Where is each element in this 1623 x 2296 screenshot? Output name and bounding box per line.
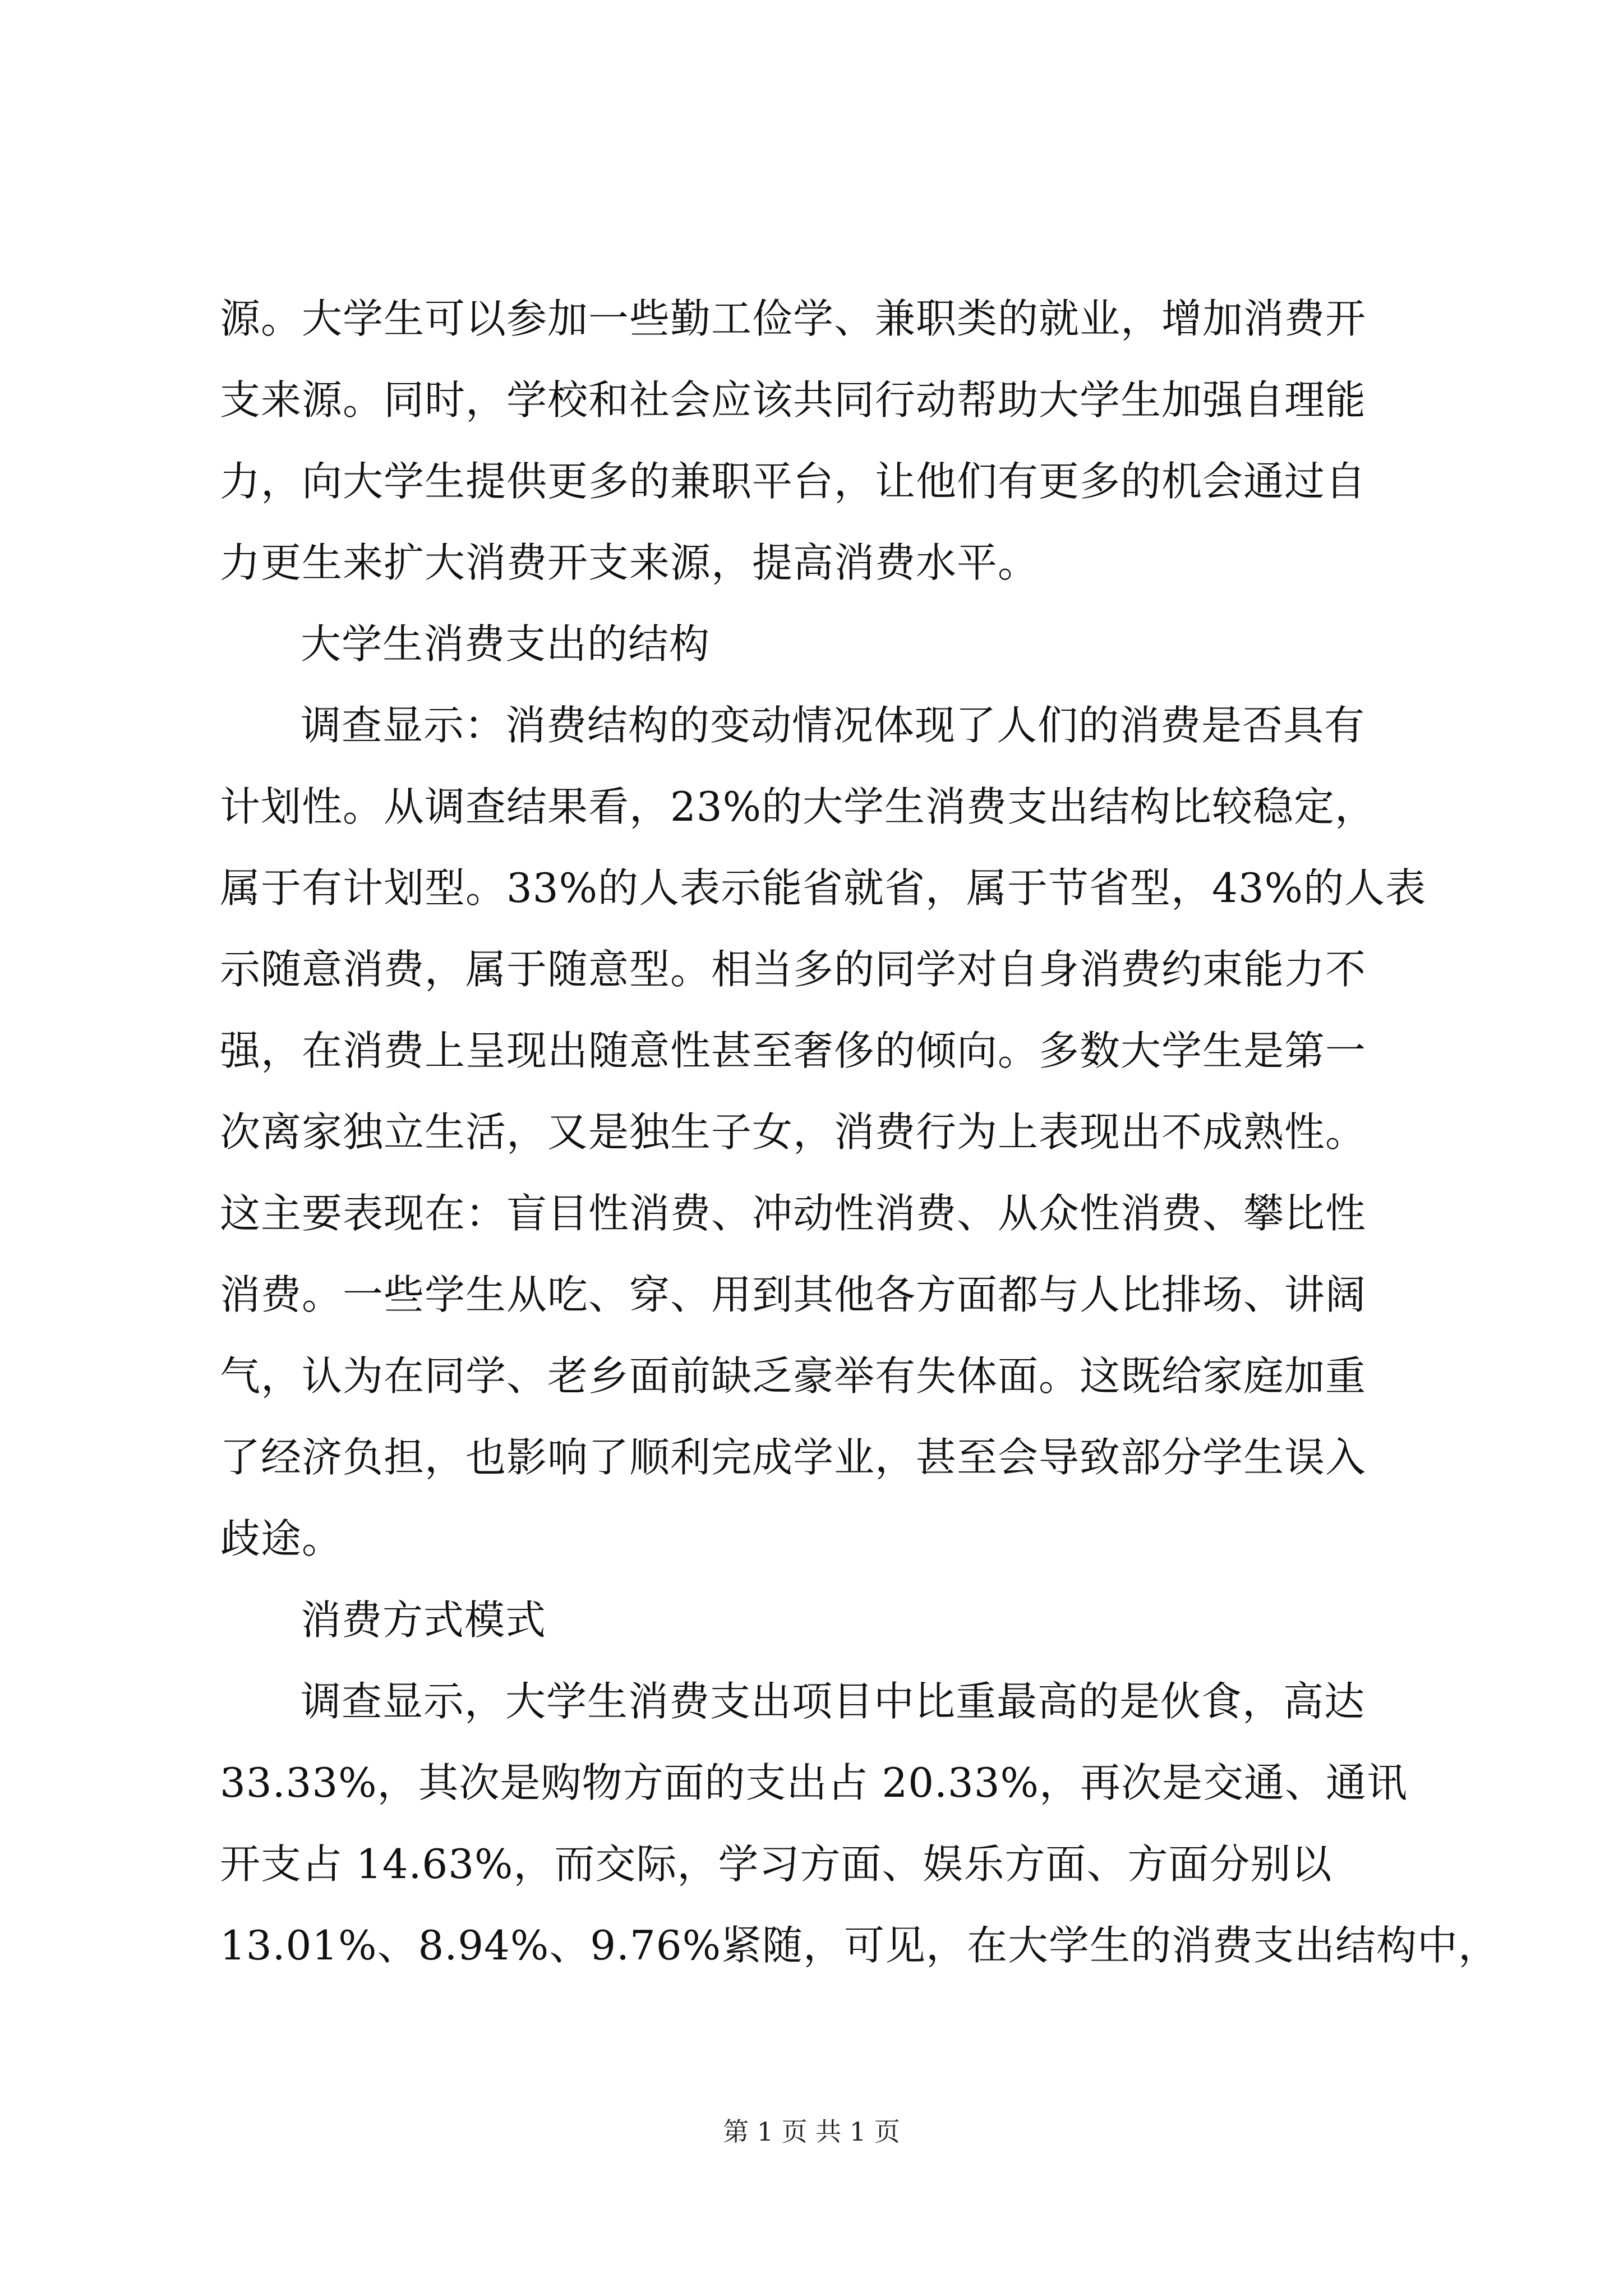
text-line: 属于有计划型。33%的人表示能省就省，属于节省型，43%的人表	[220, 864, 1427, 912]
text-line: 13.01%、8.94%、9.76%紧随，可见，在大学生的消费支出结构中，	[220, 1922, 1499, 1969]
text-line: 这主要表现在：盲目性消费、冲动性消费、从众性消费、攀比性	[220, 1190, 1367, 1237]
text-line: 强，在消费上呈现出随意性甚至奢侈的倾向。多数大学生是第一	[220, 1027, 1367, 1074]
text-line: 次离家独立生活，又是独生子女，消费行为上表现出不成熟性。	[220, 1108, 1367, 1156]
text-line: 力，向大学生提供更多的兼职平台，让他们有更多的机会通过自	[220, 458, 1367, 505]
text-line: 消费。一些学生从吃、穿、用到其他各方面都与人比排场、讲阔	[220, 1271, 1367, 1318]
page-number-label: 第 1 页 共 1 页	[723, 2116, 900, 2147]
text-line: 开支占 14.63%，而交际，学习方面、娱乐方面、方面分别以	[220, 1841, 1332, 1888]
text-line: 了经济负担，也影响了顺利完成学业，甚至会导致部分学生误入	[220, 1434, 1367, 1481]
section-heading-consumption-structure: 大学生消费支出的结构	[301, 620, 711, 668]
text-line: 支来源。同时，学校和社会应该共同行动帮助大学生加强自理能	[220, 376, 1367, 424]
paragraph-first-line: 调查显示：消费结构的变动情况体现了人们的消费是否具有	[301, 702, 1366, 749]
text-line: 示随意消费，属于随意型。相当多的同学对自身消费约束能力不	[220, 946, 1367, 993]
text-line: 源。大学生可以参加一些勤工俭学、兼职类的就业，增加消费开	[220, 295, 1367, 342]
text-line: 计划性。从调查结果看，23%的大学生消费支出结构比较稳定，	[220, 783, 1376, 830]
text-line: 33.33%，其次是购物方面的支出占 20.33%，再次是交通、通讯	[220, 1759, 1408, 1806]
text-line: 气，认为在同学、老乡面前缺乏豪举有失体面。这既给家庭加重	[220, 1352, 1367, 1400]
text-line: 歧途。	[220, 1515, 343, 1562]
page-footer	[0, 2115, 1623, 2148]
section-heading-consumption-mode: 消费方式模式	[301, 1596, 547, 1644]
text-line: 力更生来扩大消费开支来源，提高消费水平。	[220, 539, 1039, 586]
paragraph-first-line: 调查显示，大学生消费支出项目中比重最高的是伙食，高达	[301, 1678, 1366, 1725]
